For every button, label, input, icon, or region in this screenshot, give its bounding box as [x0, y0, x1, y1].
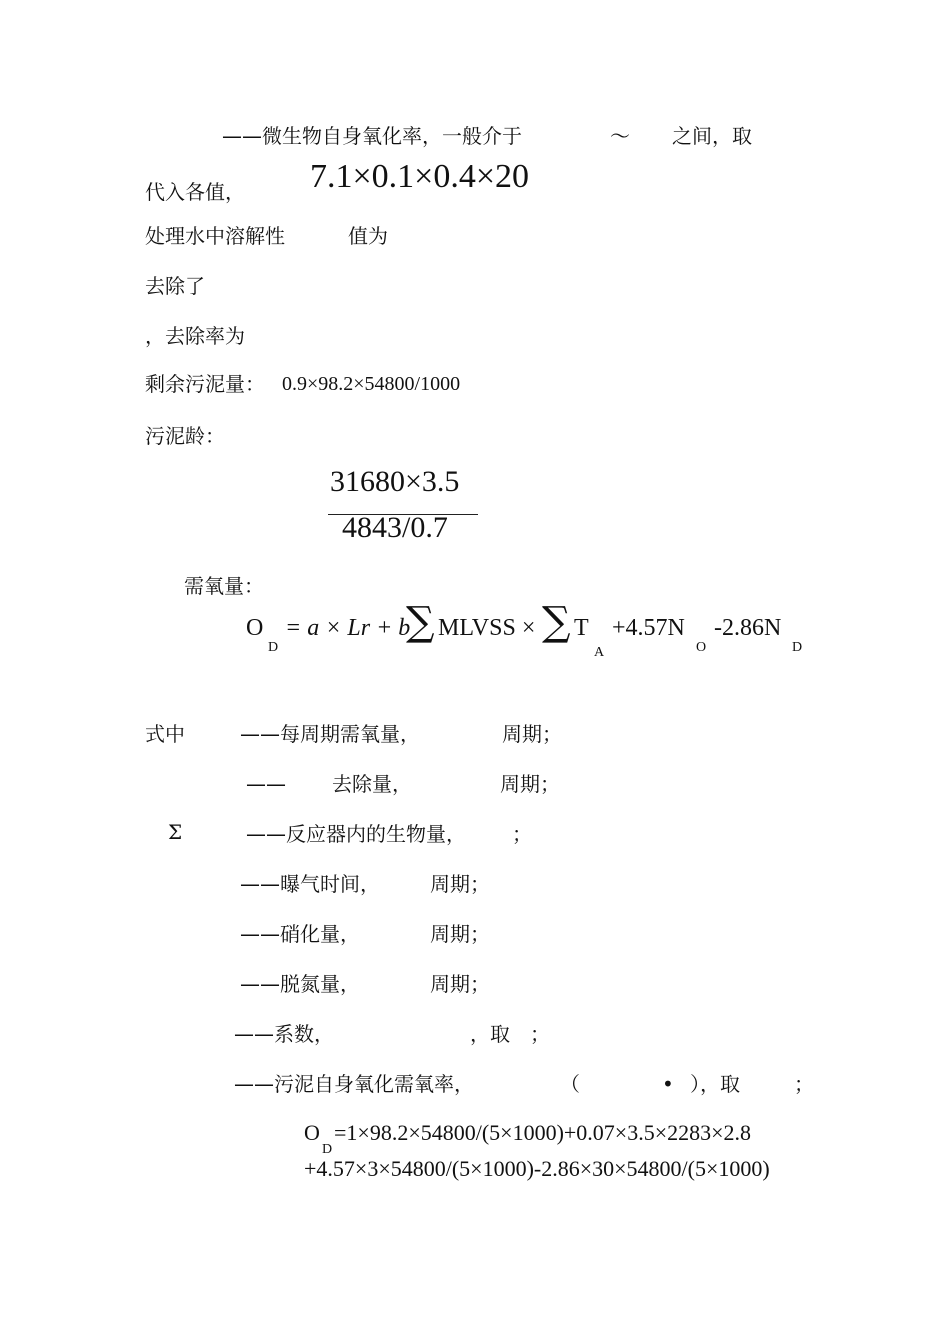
def-coefficient-take: ，取	[470, 1022, 510, 1046]
formula-nitrification: +4.57N	[612, 615, 685, 641]
def-paren-open: （	[560, 1072, 580, 1096]
def-sludge-end: ；	[794, 1072, 814, 1096]
fraction-numerator: 31680×3.5	[330, 465, 460, 498]
substitute-label: 代入各值，	[145, 180, 245, 204]
def-removal-dash: ——	[246, 772, 286, 796]
fraction-denominator: 4843/0.7	[342, 511, 448, 544]
def-sigma-symbol: Σ	[168, 820, 183, 844]
oxidation-rate-tail: 之间，取	[672, 124, 752, 148]
calc-o: O	[304, 1120, 320, 1145]
def-biomass: ——反应器内的生物量，	[246, 822, 466, 846]
def-coefficient-end: ；	[530, 1022, 550, 1046]
formula-sub-d: D	[268, 640, 279, 655]
effluent-value-text: 值为	[348, 224, 388, 248]
substitute-formula: 7.1×0.1×0.4×20	[310, 158, 530, 195]
def-removal-amount: 去除量，	[332, 772, 412, 796]
excess-sludge-label: 剩余污泥量：	[145, 372, 265, 396]
def-biomass-end: ；	[512, 822, 532, 846]
formula-sub-d2: D	[792, 640, 803, 655]
oxidation-rate-text: ——微生物自身氧化率，一般介于	[222, 124, 522, 148]
effluent-soluble-text: 处理水中溶解性	[145, 224, 285, 248]
oxygen-demand-label: 需氧量：	[184, 574, 264, 598]
formula-mlvss: MLVSS ×	[438, 615, 536, 641]
def-aeration-unit: 周期；	[430, 872, 490, 896]
sludge-age-label: 污泥龄：	[145, 424, 225, 448]
def-nitrification-unit: 周期；	[430, 922, 490, 946]
def-nitrification: ——硝化量，	[240, 922, 360, 946]
range-tilde: ～	[610, 124, 630, 148]
def-coefficient: ——系数，	[234, 1022, 334, 1046]
formula-o: O	[246, 615, 264, 641]
formula-sub-a: A	[594, 645, 605, 660]
sigma-symbol-2: ∑	[542, 599, 571, 645]
def-oxygen-per-cycle: ——每周期需氧量，	[240, 722, 420, 746]
calc-line-2: +4.57×3×54800/(5×1000)-2.86×30×54800/(5×1000)	[304, 1156, 770, 1181]
calc-sub-d: D	[322, 1142, 333, 1157]
def-paren-close: ），取	[690, 1072, 740, 1096]
formula-denitrification: -2.86N	[714, 615, 782, 641]
calc-line-1: =1×98.2×54800/(5×1000)+0.07×3.5×2283×2.8	[334, 1120, 752, 1145]
formula-part1: = a × Lr + b	[285, 615, 411, 641]
removed-text: 去除了	[145, 274, 205, 298]
excess-sludge-formula: 0.9×98.2×54800/1000	[282, 373, 461, 395]
def-denitrification-unit: 周期；	[430, 972, 490, 996]
formula-sub-o: O	[696, 640, 707, 655]
removal-rate-text: ，去除率为	[145, 324, 245, 348]
def-denitrification: ——脱氮量，	[240, 972, 360, 996]
sigma-symbol-1: ∑	[406, 599, 435, 645]
def-dot: •	[662, 1072, 674, 1096]
def-aeration-time: ——曝气时间，	[240, 872, 380, 896]
def-sludge-oxidation: ——污泥自身氧化需氧率，	[234, 1072, 474, 1096]
def-oxygen-unit: 周期；	[502, 722, 562, 746]
def-removal-unit: 周期；	[500, 772, 560, 796]
where-label: 式中	[145, 722, 185, 746]
formula-t: T	[574, 615, 589, 641]
